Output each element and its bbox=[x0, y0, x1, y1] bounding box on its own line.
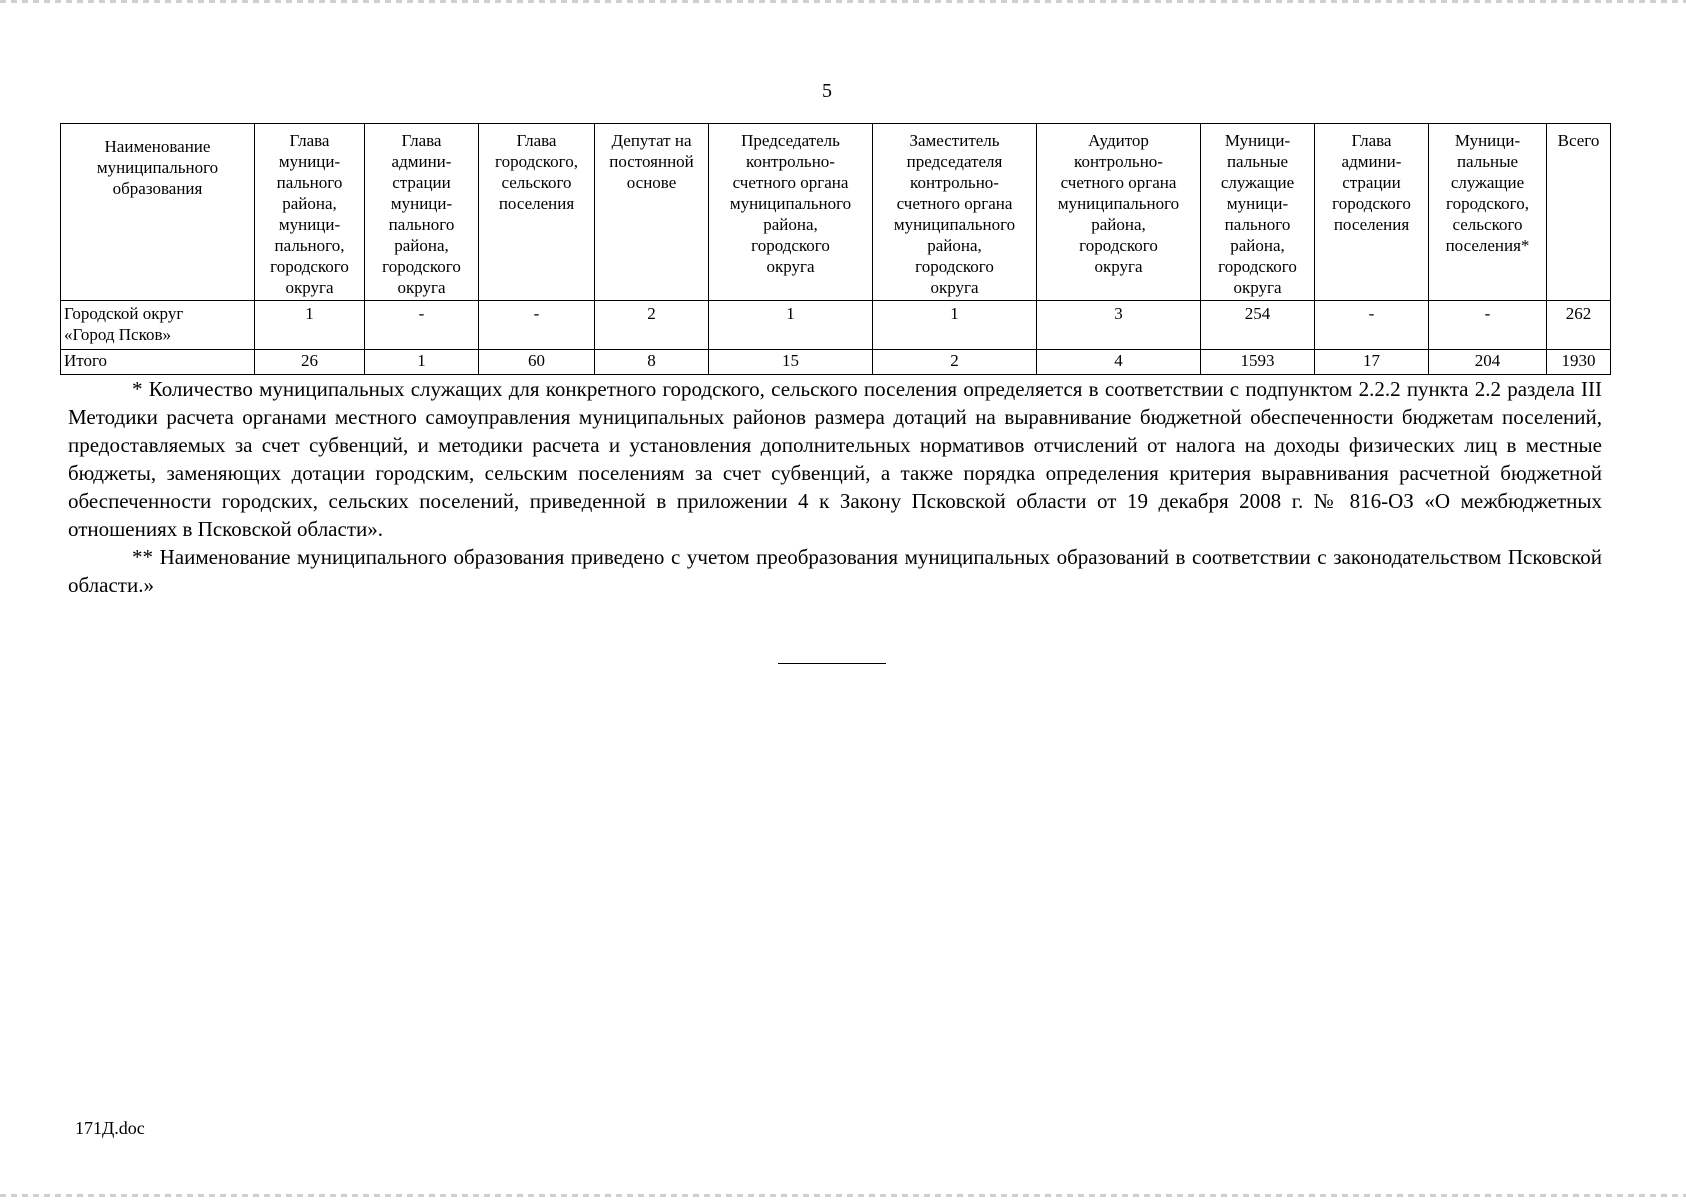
table-cell: 1 bbox=[255, 301, 365, 350]
header-district-head: Глава муници- пального района, муници- пального, городского округа bbox=[255, 124, 365, 301]
table-cell: 4 bbox=[1037, 350, 1201, 375]
page-number: 5 bbox=[822, 80, 832, 102]
footnotes bbox=[68, 375, 1602, 599]
table-cell: 262 bbox=[1547, 301, 1611, 350]
table-cell: 1 bbox=[365, 350, 479, 375]
footnote-asterisk: * Количество муниципальных служащих для конкретного городского, сельского поселения определяется в соответствии с подпунктом 2.2.2 пункта 2.2 раздела III Методики расчета органами местного самоуправления муниципальных районов размера дотаций на выравнивание бюджетной обеспеченности бюджетам поселений, предоставляемых за счет субвенций, и методики расчета и установления дополнительных нормативов отчислений от налога на доходы физических лиц в местные бюджеты, заменяющих дотации городским, сельским поселениям за счет субвенций, а также порядка определения критерия выравнивания расчетной бюджетной обеспеченности городских, сельских поселений, приведенной в приложении 4 к Закону Псковской области от 19 декабря 2008 г. № 816-ОЗ «О межбюджетных отношениях в Псковской области». bbox=[68, 377, 1602, 541]
table-cell: 60 bbox=[479, 350, 595, 375]
table-cell: 1 bbox=[709, 301, 873, 350]
table-cell: - bbox=[479, 301, 595, 350]
end-rule bbox=[778, 663, 886, 664]
footnote-double-asterisk: ** Наименование муниципального образования приведено с учетом преобразования муниципальных образований в соответствии с законодательством Псковской области.» bbox=[68, 545, 1602, 597]
table-cell: - bbox=[1429, 301, 1547, 350]
table-total-row bbox=[61, 350, 1611, 375]
header-auditor: Аудитор контрольно- счетного органа муниципального района, городского округа bbox=[1037, 124, 1201, 301]
header-settlement-employees: Муници- пальные служащие городского, сельского поселения* bbox=[1429, 124, 1547, 301]
table-cell: 26 bbox=[255, 350, 365, 375]
table-header-row bbox=[61, 124, 1611, 301]
table-row bbox=[61, 301, 1611, 350]
table-cell: 15 bbox=[709, 350, 873, 375]
header-audit-chairman: Председатель контрольно- счетного органа муниципального района, городского округа bbox=[709, 124, 873, 301]
table-cell: 17 bbox=[1315, 350, 1429, 375]
header-total: Всего bbox=[1547, 124, 1611, 301]
table-cell: 254 bbox=[1201, 301, 1315, 350]
header-district-admin-head: Глава админи- страции муници- пального района, городского округа bbox=[365, 124, 479, 301]
table-cell: 1593 bbox=[1201, 350, 1315, 375]
scan-edge-top bbox=[0, 0, 1686, 3]
header-settlement-admin-head: Глава админи- страции городского поселения bbox=[1315, 124, 1429, 301]
header-district-employees: Муници- пальные служащие муници- пального района, городского округа bbox=[1201, 124, 1315, 301]
header-municipality: Наименование муниципального образования bbox=[61, 124, 255, 301]
table-cell: 2 bbox=[873, 350, 1037, 375]
table-cell: 8 bbox=[595, 350, 709, 375]
table-cell: 204 bbox=[1429, 350, 1547, 375]
table-cell: - bbox=[365, 301, 479, 350]
table-cell: 1930 bbox=[1547, 350, 1611, 375]
table-cell: Городской округ «Город Псков» bbox=[61, 301, 255, 350]
header-audit-deputy-chairman: Заместитель председателя контрольно- счетного органа муниципального района, городского округа bbox=[873, 124, 1037, 301]
header-permanent-deputy: Депутат на постоянной основе bbox=[595, 124, 709, 301]
table-cell: 1 bbox=[873, 301, 1037, 350]
table-cell: 2 bbox=[595, 301, 709, 350]
header-settlement-head: Глава городского, сельского поселения bbox=[479, 124, 595, 301]
table-cell: - bbox=[1315, 301, 1429, 350]
table-cell: Итого bbox=[61, 350, 255, 375]
scan-edge-bottom bbox=[0, 1194, 1686, 1197]
file-name: 171Д.doc bbox=[75, 1118, 145, 1138]
table-cell: 3 bbox=[1037, 301, 1201, 350]
staff-count-table bbox=[60, 123, 1611, 375]
